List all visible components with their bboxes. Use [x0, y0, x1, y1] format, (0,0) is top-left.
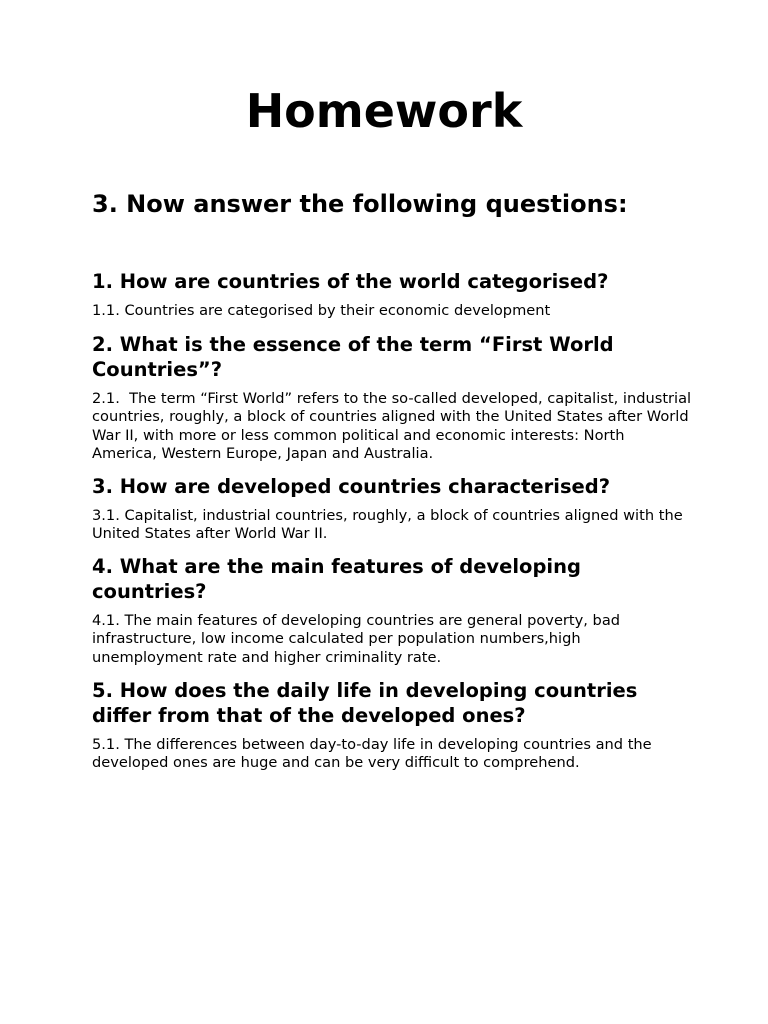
- qa-item-5: [92, 678, 692, 773]
- qa-item-3: [92, 474, 692, 544]
- question-3: 3. How are developed countries characterised?: [92, 475, 611, 498]
- answer-2: 2.1. The term “First World” refers to the so-called developed, capitalist, industrial countries, roughly, a block of countries aligned with the United States after World War II, with more or less common political and economic interests: North America, Western Europe, Japan and Australia.: [92, 390, 696, 463]
- question-5: 5. How does the daily life in developing countries differ from that of the developed ones?: [92, 679, 638, 727]
- answer-4: 4.1. The main features of developing countries are general poverty, bad infrastructure, low income calculated per population numbers,high unemployment rate and higher criminality rate.: [92, 612, 625, 666]
- qa-item-2: [92, 332, 696, 464]
- question-4: 4. What are the main features of developing countries?: [92, 555, 581, 603]
- answer-5: 5.1. The differences between day-to-day life in developing countries and the developed ones are huge and can be very difficult to comprehend.: [92, 736, 657, 772]
- qa-item-4: [92, 554, 692, 667]
- answer-1: 1.1. Countries are categorised by their economic development: [92, 302, 551, 319]
- question-1: 1. How are countries of the world categorised?: [92, 270, 609, 293]
- section-heading: 3. Now answer the following questions:: [92, 190, 628, 218]
- document-title: Homework: [245, 84, 523, 138]
- answer-3: 3.1. Capitalist, industrial countries, roughly, a block of countries aligned with the United States after World War II.: [92, 507, 688, 543]
- question-2: 2. What is the essence of the term “First World Countries”?: [92, 333, 614, 381]
- qa-item-1: [92, 269, 692, 320]
